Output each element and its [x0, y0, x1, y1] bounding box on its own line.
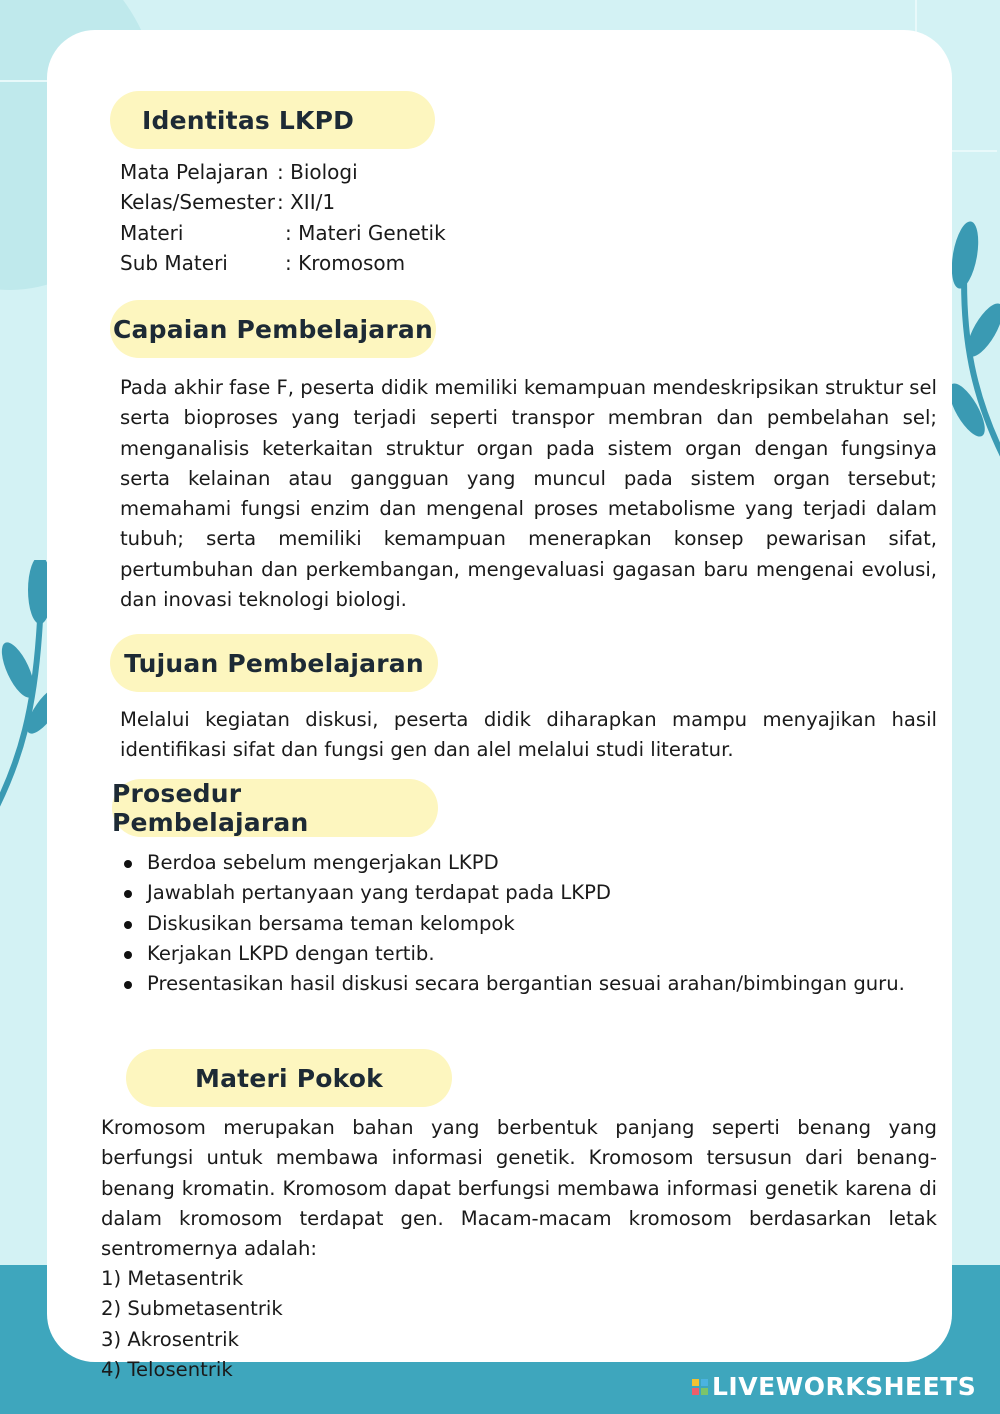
liveworksheets-mark-icon — [692, 1379, 708, 1395]
identity-row — [120, 187, 620, 217]
identity-table — [120, 157, 620, 278]
identity-label: Kelas/Semester — [120, 190, 275, 215]
section-heading-capaian — [110, 300, 436, 358]
identity-label: Sub Materi — [120, 250, 228, 275]
identitas-heading-text: Identitas LKPD — [142, 105, 355, 135]
identity-row — [120, 218, 620, 248]
identity-row — [120, 157, 620, 187]
section-heading-prosedur — [112, 779, 438, 837]
list-item: 1) Metasentrik — [101, 1267, 244, 1290]
identity-value: : Materi Genetik — [285, 220, 446, 245]
kromosom-type-list — [101, 1264, 501, 1385]
list-item: Diskusikan bersama teman kelompok — [120, 909, 928, 939]
list-item: 3) Akrosentrik — [101, 1327, 239, 1351]
list-item: Jawablah pertanyaan yang terdapat pada LKPD — [120, 878, 928, 908]
section-heading-tujuan — [110, 634, 438, 692]
prosedur-list — [120, 848, 928, 999]
prosedur-heading-text: Prosedur Pembelajaran — [112, 779, 309, 837]
list-item: 4) Telosentrik — [101, 1357, 233, 1381]
liveworksheets-logo[interactable] — [692, 1372, 976, 1401]
capaian-heading-text: Capaian Pembelajaran — [113, 314, 433, 344]
brand-name: LIVEWORKSHEETS — [712, 1372, 977, 1401]
list-item: Presentasikan hasil diskusi secara bergantian sesuai arahan/bimbingan guru. — [120, 969, 928, 999]
identity-value: : Kromosom — [285, 250, 406, 275]
mark-square — [701, 1379, 708, 1386]
materi-paragraph: Kromosom merupakan bahan yang berbentuk panjang seperti benang yang berfungsi untuk membawa informasi genetik. Kromosom tersusun dari benang-benang kromatin. Kromosom dapat berfungsi membawa informasi genetik karena di dalam kromosom terdapat gen. Macam-macam kromosom berdasarkan letak sentromernya adalah: — [101, 1116, 937, 1261]
identity-value: : XII/1 — [277, 190, 336, 215]
identity-label: Mata Pelajaran — [120, 160, 269, 184]
tujuan-paragraph: Melalui kegiatan diskusi, peserta didik diharapkan mampu menyajikan hasil identifikasi sifat dan fungsi gen dan alel melalui studi literatur. — [120, 708, 937, 762]
list-item: 2) Submetasentrik — [101, 1297, 283, 1321]
identity-value: : Biologi — [277, 160, 358, 184]
identity-row — [120, 248, 620, 278]
leaf-decoration-right — [945, 210, 1000, 470]
section-heading-materi — [126, 1049, 452, 1107]
materi-heading-text: Materi Pokok — [195, 1063, 383, 1093]
tujuan-heading-text: Tujuan Pembelajaran — [124, 648, 424, 678]
list-item: Kerjakan LKPD dengan tertib. — [120, 939, 928, 969]
capaian-paragraph: Pada akhir fase F, peserta didik memiliki kemampuan mendeskripsikan struktur sel serta bioproses yang terjadi seperti transpor membran dan pembelahan sel; menganalisis keterkaitan struktur organ pada sistem organ dengan fungsinya serta kelainan atau gangguan yang muncul pada sistem organ tersebut; memahami fungsi enzim dan mengenal proses metabolisme yang terjadi dalam tubuh; serta memiliki kemampuan menerapkan konsep pewarisan sifat, pertumbuhan dan perkembangan, mengevaluasi gagasan baru mengenai evolusi, dan inovasi teknologi biologi. — [120, 376, 937, 612]
list-item: Berdoa sebelum mengerjakan LKPD — [120, 848, 928, 878]
mark-square — [692, 1379, 699, 1386]
mark-square — [692, 1388, 699, 1395]
section-heading-identitas — [110, 91, 435, 149]
mark-square — [701, 1388, 708, 1395]
identity-label: Materi — [120, 220, 184, 245]
